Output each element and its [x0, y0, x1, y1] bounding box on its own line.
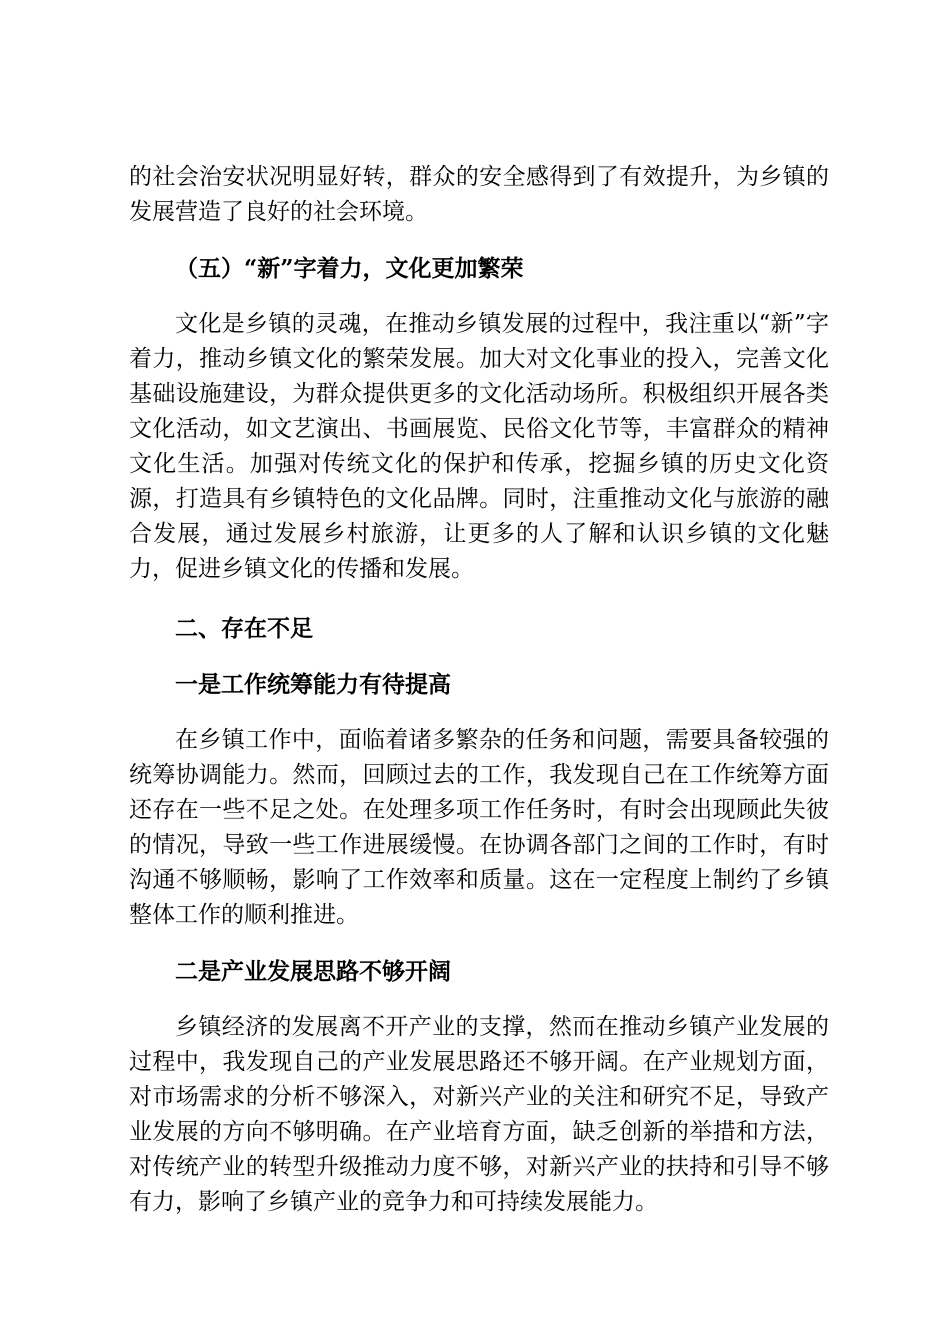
paragraph-coordination-ability: 在乡镇工作中，面临着诸多繁杂的任务和问题，需要具备较强的统筹协调能力。然而，回顾过去的工作，我发现自己在工作统筹方面还存在一些不足之处。在处理多项工作任务时，有时会出现顾此失彼的情况，导致一些工作进展缓慢。在协调各部门之间的工作时，有时沟通不够顺畅，影响了工作效率和质量。这在一定程度上制约了乡镇整体工作的顺利推进。	[129, 727, 829, 928]
paragraph-public-security-continued: 的社会治安状况明显好转，群众的安全感得到了有效提升，为乡镇的发展营造了良好的社会环境。	[129, 164, 829, 225]
heading-coordination-ability: 一是工作统筹能力有待提高	[175, 671, 451, 698]
heading-industry-thinking: 二是产业发展思路不够开阔	[175, 958, 451, 985]
paragraph-culture: 文化是乡镇的灵魂，在推动乡镇发展的过程中，我注重以“新”字着力，推动乡镇文化的繁荣发展。加大对文化事业的投入，完善文化基础设施建设，为群众提供更多的文化活动场所。积极组织开展各类文化活动，如文艺演出、书画展览、民俗文化节等，丰富群众的精神文化生活。加强对传统文化的保护和传承，挖掘乡镇的历史文化资源，打造具有乡镇特色的文化品牌。同时，注重推动文化与旅游的融合发展，通过发展乡村旅游，让更多的人了解和认识乡镇的文化魅力，促进乡镇文化的传播和发展。	[129, 311, 829, 582]
paragraph-industry-thinking: 乡镇经济的发展离不开产业的支撑，然而在推动乡镇产业发展的过程中，我发现自己的产业发展思路还不够开阔。在产业规划方面，对市场需求的分析不够深入，对新兴产业的关注和研究不足，导致产业发展的方向不够明确。在产业培育方面，缺乏创新的举措和方法，对传统产业的转型升级推动力度不够，对新兴产业的扶持和引导不够有力，影响了乡镇产业的竞争力和可持续发展能力。	[129, 1014, 829, 1215]
heading-culture: （五）“新”字着力，文化更加繁荣	[175, 255, 524, 282]
document-page	[129, 160, 829, 1220]
heading-shortcomings: 二、存在不足	[175, 615, 313, 642]
